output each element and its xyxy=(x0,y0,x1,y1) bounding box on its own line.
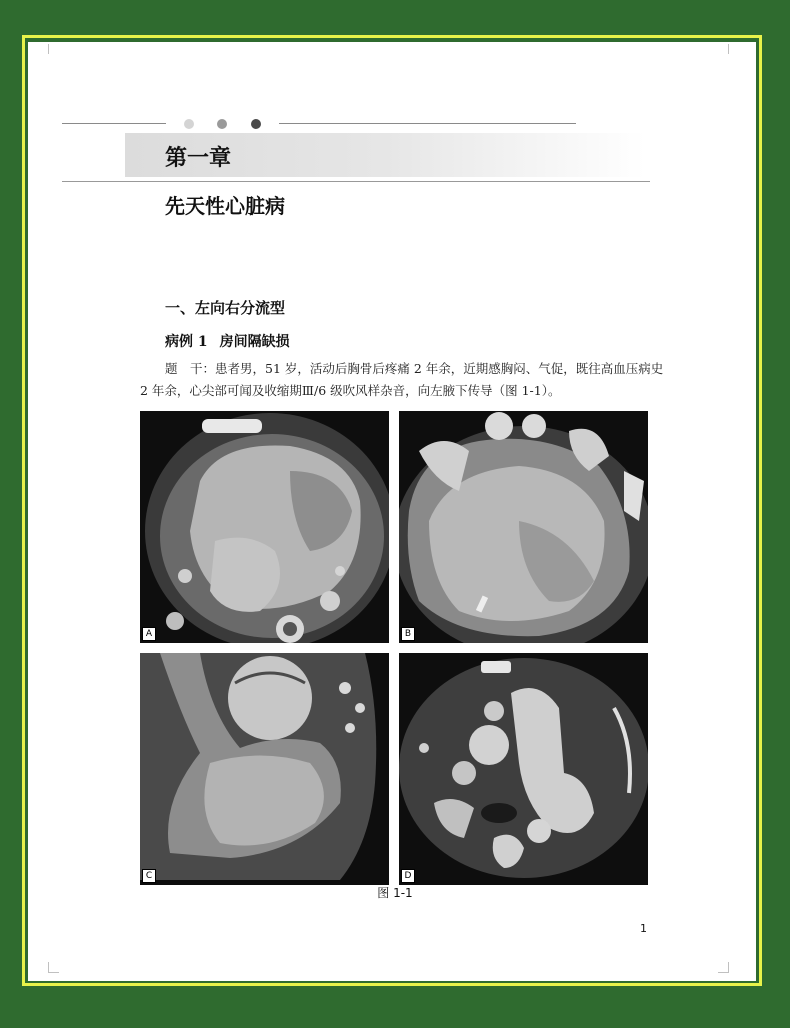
panel-label-c: C xyxy=(142,869,156,883)
header-dot-light xyxy=(184,119,194,129)
header-dot-mid xyxy=(217,119,227,129)
case-label: 病例 1 xyxy=(165,334,208,350)
figure-caption: 图 1-1 xyxy=(377,886,413,900)
header-rule-left xyxy=(62,123,166,124)
crop-mark xyxy=(718,962,729,973)
ct-image-a xyxy=(140,411,389,643)
header-dot-dark xyxy=(251,119,261,129)
ct-image-b xyxy=(399,411,648,643)
chapter-title: 先天性心脏病 xyxy=(165,194,285,218)
header-rule-right xyxy=(279,123,576,124)
page-number: 1 xyxy=(640,922,647,935)
crop-mark xyxy=(48,44,59,54)
case-text-line1: 题 干：患者男，51 岁，活动后胸骨后疼痛 2 年余，近期感胸闷、气促，既往高血压病史 xyxy=(165,361,664,376)
ct-panel-b xyxy=(399,411,648,643)
case-title: 房间隔缺损 xyxy=(219,334,290,350)
case-text-line2: 2 年余，心尖部可闻及收缩期Ⅲ/6 级吹风样杂音，向左腋下传导（图 1-1）。 xyxy=(140,383,561,398)
chapter-underline xyxy=(62,181,650,182)
ct-panel-a xyxy=(140,411,389,643)
panel-label-a: A xyxy=(142,627,156,641)
ct-image-c xyxy=(140,653,389,880)
section-heading: 一、左向右分流型 xyxy=(165,299,286,317)
case-description xyxy=(140,358,664,402)
ct-image-d xyxy=(399,653,648,880)
ct-panel-c xyxy=(140,653,389,885)
panel-label-d: D xyxy=(401,869,415,883)
ct-panel-d xyxy=(399,653,648,885)
case-heading xyxy=(165,331,290,351)
crop-mark xyxy=(718,44,729,54)
panel-label-b: B xyxy=(401,627,415,641)
chapter-number: 第一章 xyxy=(165,146,232,171)
crop-mark xyxy=(48,962,59,973)
ct-figure xyxy=(140,411,650,880)
